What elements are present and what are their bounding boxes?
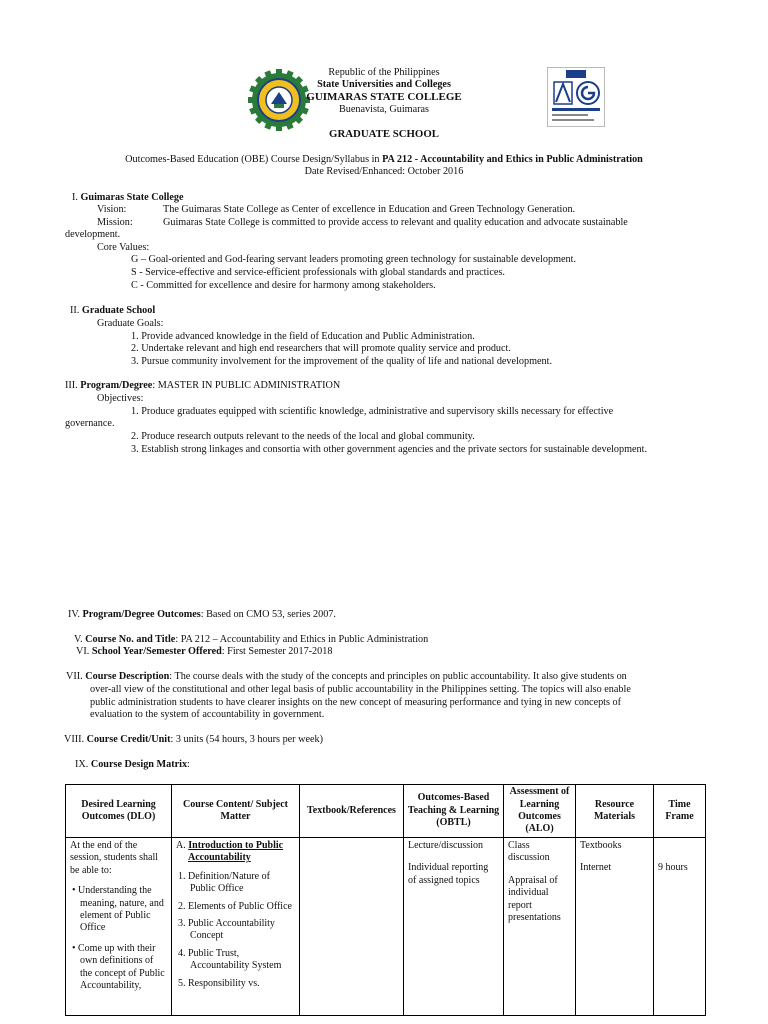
dlo-intro: At the end of the session, students shall be able to: xyxy=(70,840,159,876)
section-9-title: Course Design Matrix xyxy=(90,759,188,770)
section-1-heading xyxy=(72,192,184,205)
section-9-number: IX. xyxy=(75,759,89,770)
section-7-line-1: : The course deals with the study of the concepts and principles on public accountability. It also give students on xyxy=(169,671,627,682)
time-cell xyxy=(654,838,706,1016)
objective-1: 1. Produce graduates equipped with scientific knowledge, administrative and supervisory skills necessary for effective xyxy=(131,406,614,417)
list-item: 2. Elements of Public Office xyxy=(178,900,292,912)
section-3-number: III. xyxy=(65,380,78,391)
section-5-heading xyxy=(74,634,428,647)
objective-3: 3. Establish strong linkages and consortia with other government agencies and the private sectors for sustainable development. xyxy=(131,444,648,455)
textbook-cell xyxy=(300,838,404,1016)
dlo-bullet-1-text: Understanding the meaning, nature, and element of Public Office xyxy=(78,885,164,934)
content-items xyxy=(176,871,295,990)
section-5-title: Course No. and Title xyxy=(85,634,176,645)
section-3-title: Program/Degree xyxy=(80,380,153,391)
section-3-heading xyxy=(65,380,340,393)
section-9-value: : xyxy=(187,759,190,770)
matrix-header-content: Course Content/ Subject Matter xyxy=(172,785,300,838)
objective-2: 2. Produce research outputs relevant to the needs of the local and global community. xyxy=(131,431,475,442)
section-7-line-4: evaluation to the system of accountability in government. xyxy=(90,709,325,720)
section-6-title: School Year/Semester Offered xyxy=(91,646,222,657)
matrix-header-resources: Resource Materials xyxy=(576,785,654,838)
date-revised: Date Revised/Enhanced: October 2016 xyxy=(304,166,464,177)
resource-item-1: Textbooks xyxy=(580,840,622,851)
section-2-number: II. xyxy=(70,305,80,316)
list-item: 3. Public Accountability Concept xyxy=(178,918,275,942)
objective-1-cont: governance. xyxy=(65,418,115,429)
course-design-title xyxy=(0,154,768,167)
core-values-label: Core Values: xyxy=(97,242,150,253)
obtl-cell xyxy=(404,838,504,1016)
dlo-bullet-1: • Understanding the meaning, nature, and element of Public Office xyxy=(72,885,164,934)
header-college: GUIMARAS STATE COLLEGE xyxy=(306,91,462,103)
section-6-heading xyxy=(76,646,332,659)
section-7-heading xyxy=(66,671,627,684)
core-value-c: C - Committed for excellence and desire for harmony among stakeholders. xyxy=(131,280,436,291)
section-7-number: VII. xyxy=(66,671,83,682)
section-1-title: Guimaras State College xyxy=(80,192,184,203)
course-design-course: PA 212 - Accountability and Ethics in Public Administration xyxy=(382,154,643,165)
course-design-matrix xyxy=(65,784,706,1016)
section-5-value: : PA 212 – Accountability and Ethics in Public Administration xyxy=(175,634,429,645)
dlo-bullet-2-text: Come up with their own definitions of the concept of Public Accountability, xyxy=(78,942,165,992)
alo-item-2: Appraisal of individual report presentations xyxy=(508,874,561,924)
obtl-item-2: Individual reporting of assigned topics xyxy=(408,862,489,886)
section-4-value: : Based on CMO 53, series 2007. xyxy=(200,609,336,620)
time-value: 9 hours xyxy=(658,862,688,873)
section-8-title: Course Credit/Unit xyxy=(86,734,171,745)
section-4-title: Program/Degree Outcomes xyxy=(82,609,201,620)
matrix-header-textbook: Textbook/References xyxy=(300,785,404,838)
vision-label: Vision: xyxy=(97,204,127,215)
mission-text: Guimaras State College is committed to provide access to relevant and quality education and advocate sustainable xyxy=(163,217,628,228)
content-topic xyxy=(176,840,295,865)
obtl-item-1: Lecture/discussion xyxy=(408,840,483,851)
list-item: 1. Definition/Nature of Public Office xyxy=(178,870,270,895)
section-7-title: Course Description xyxy=(85,671,170,682)
resources-cell xyxy=(576,838,654,1016)
graduate-goal-3: 3. Pursue community involvement for the improvement of the quality of life and national development. xyxy=(131,356,552,367)
header-country: Republic of the Philippines xyxy=(328,67,440,78)
objectives-label: Objectives: xyxy=(97,393,144,404)
course-design-prefix: Outcomes-Based Education (OBE) Course Design/Syllabus in xyxy=(125,154,383,165)
mission-text-cont: development. xyxy=(65,229,121,240)
section-8-heading xyxy=(64,734,323,747)
content-cell xyxy=(172,838,300,1016)
alo-item-1: Class discussion xyxy=(508,840,550,864)
section-6-number: VI. xyxy=(76,646,90,657)
section-7-line-3: public administration students to have clearer insights on the new concept of measuring performance and tying in new concepts of xyxy=(90,697,622,708)
header-graduate-school: GRADUATE SCHOOL xyxy=(329,128,439,140)
time-spacer xyxy=(658,840,701,862)
alo-cell xyxy=(504,838,576,1016)
section-4-heading xyxy=(68,609,336,622)
section-9-heading xyxy=(75,759,190,772)
section-8-value: : 3 units (54 hours, 3 hours per week) xyxy=(170,734,324,745)
header-address: Buenavista, Guimaras xyxy=(339,104,429,115)
graduate-goal-1: 1. Provide advanced knowledge in the field of Education and Public Administration. xyxy=(131,331,475,342)
matrix-header-row xyxy=(66,785,706,838)
section-8-number: VIII. xyxy=(64,734,85,745)
section-1-number: I. xyxy=(72,192,78,203)
matrix-header-dlo: Desired Learning Outcomes (DLO) xyxy=(66,785,172,838)
header-suc: State Universities and Colleges xyxy=(317,79,451,90)
matrix-header-obtl: Outcomes-Based Teaching & Learning (OBTL) xyxy=(404,785,504,838)
content-letter: A. xyxy=(176,840,186,851)
graduate-goal-2: 2. Undertake relevant and high end researchers that will promote quality service and product. xyxy=(131,343,511,354)
list-item: 4. Public Trust, Accountability System xyxy=(178,947,282,972)
section-6-value: : First Semester 2017-2018 xyxy=(221,646,333,657)
table-row xyxy=(66,838,706,1016)
section-2-title: Graduate School xyxy=(81,305,156,316)
section-4-number: IV. xyxy=(68,609,80,620)
graduate-goals-label: Graduate Goals: xyxy=(97,318,164,329)
resource-item-2: Internet xyxy=(580,862,612,874)
core-value-s: S - Service-effective and service-efficient professionals with global standards and practices. xyxy=(131,267,505,278)
mission-label: Mission: xyxy=(97,217,133,228)
matrix-header-alo: Assessment of Learning Outcomes (ALO) xyxy=(504,785,576,838)
dlo-cell xyxy=(66,838,172,1016)
section-5-number: V. xyxy=(74,634,83,645)
content-title: Introduction to Public Accountability xyxy=(188,840,284,864)
list-item: 5. Responsibility vs. xyxy=(178,977,260,989)
vision-text: The Guimaras State College as Center of excellence in Education and Green Technology Generation. xyxy=(163,204,576,215)
core-value-g: G – Goal-oriented and God-fearing servant leaders promoting green technology for sustainable development. xyxy=(131,254,576,265)
dlo-bullet-2: • Come up with their own definitions of the concept of Public Accountability, xyxy=(72,942,165,992)
section-2-heading xyxy=(70,305,155,318)
section-7-line-2: over-all view of the constitutional and other legal basis of public accountability in the Philippines setting. The topics will also enable xyxy=(90,684,631,695)
matrix-header-time: Time Frame xyxy=(654,785,706,838)
section-3-value: : MASTER IN PUBLIC ADMINISTRATION xyxy=(152,380,341,391)
